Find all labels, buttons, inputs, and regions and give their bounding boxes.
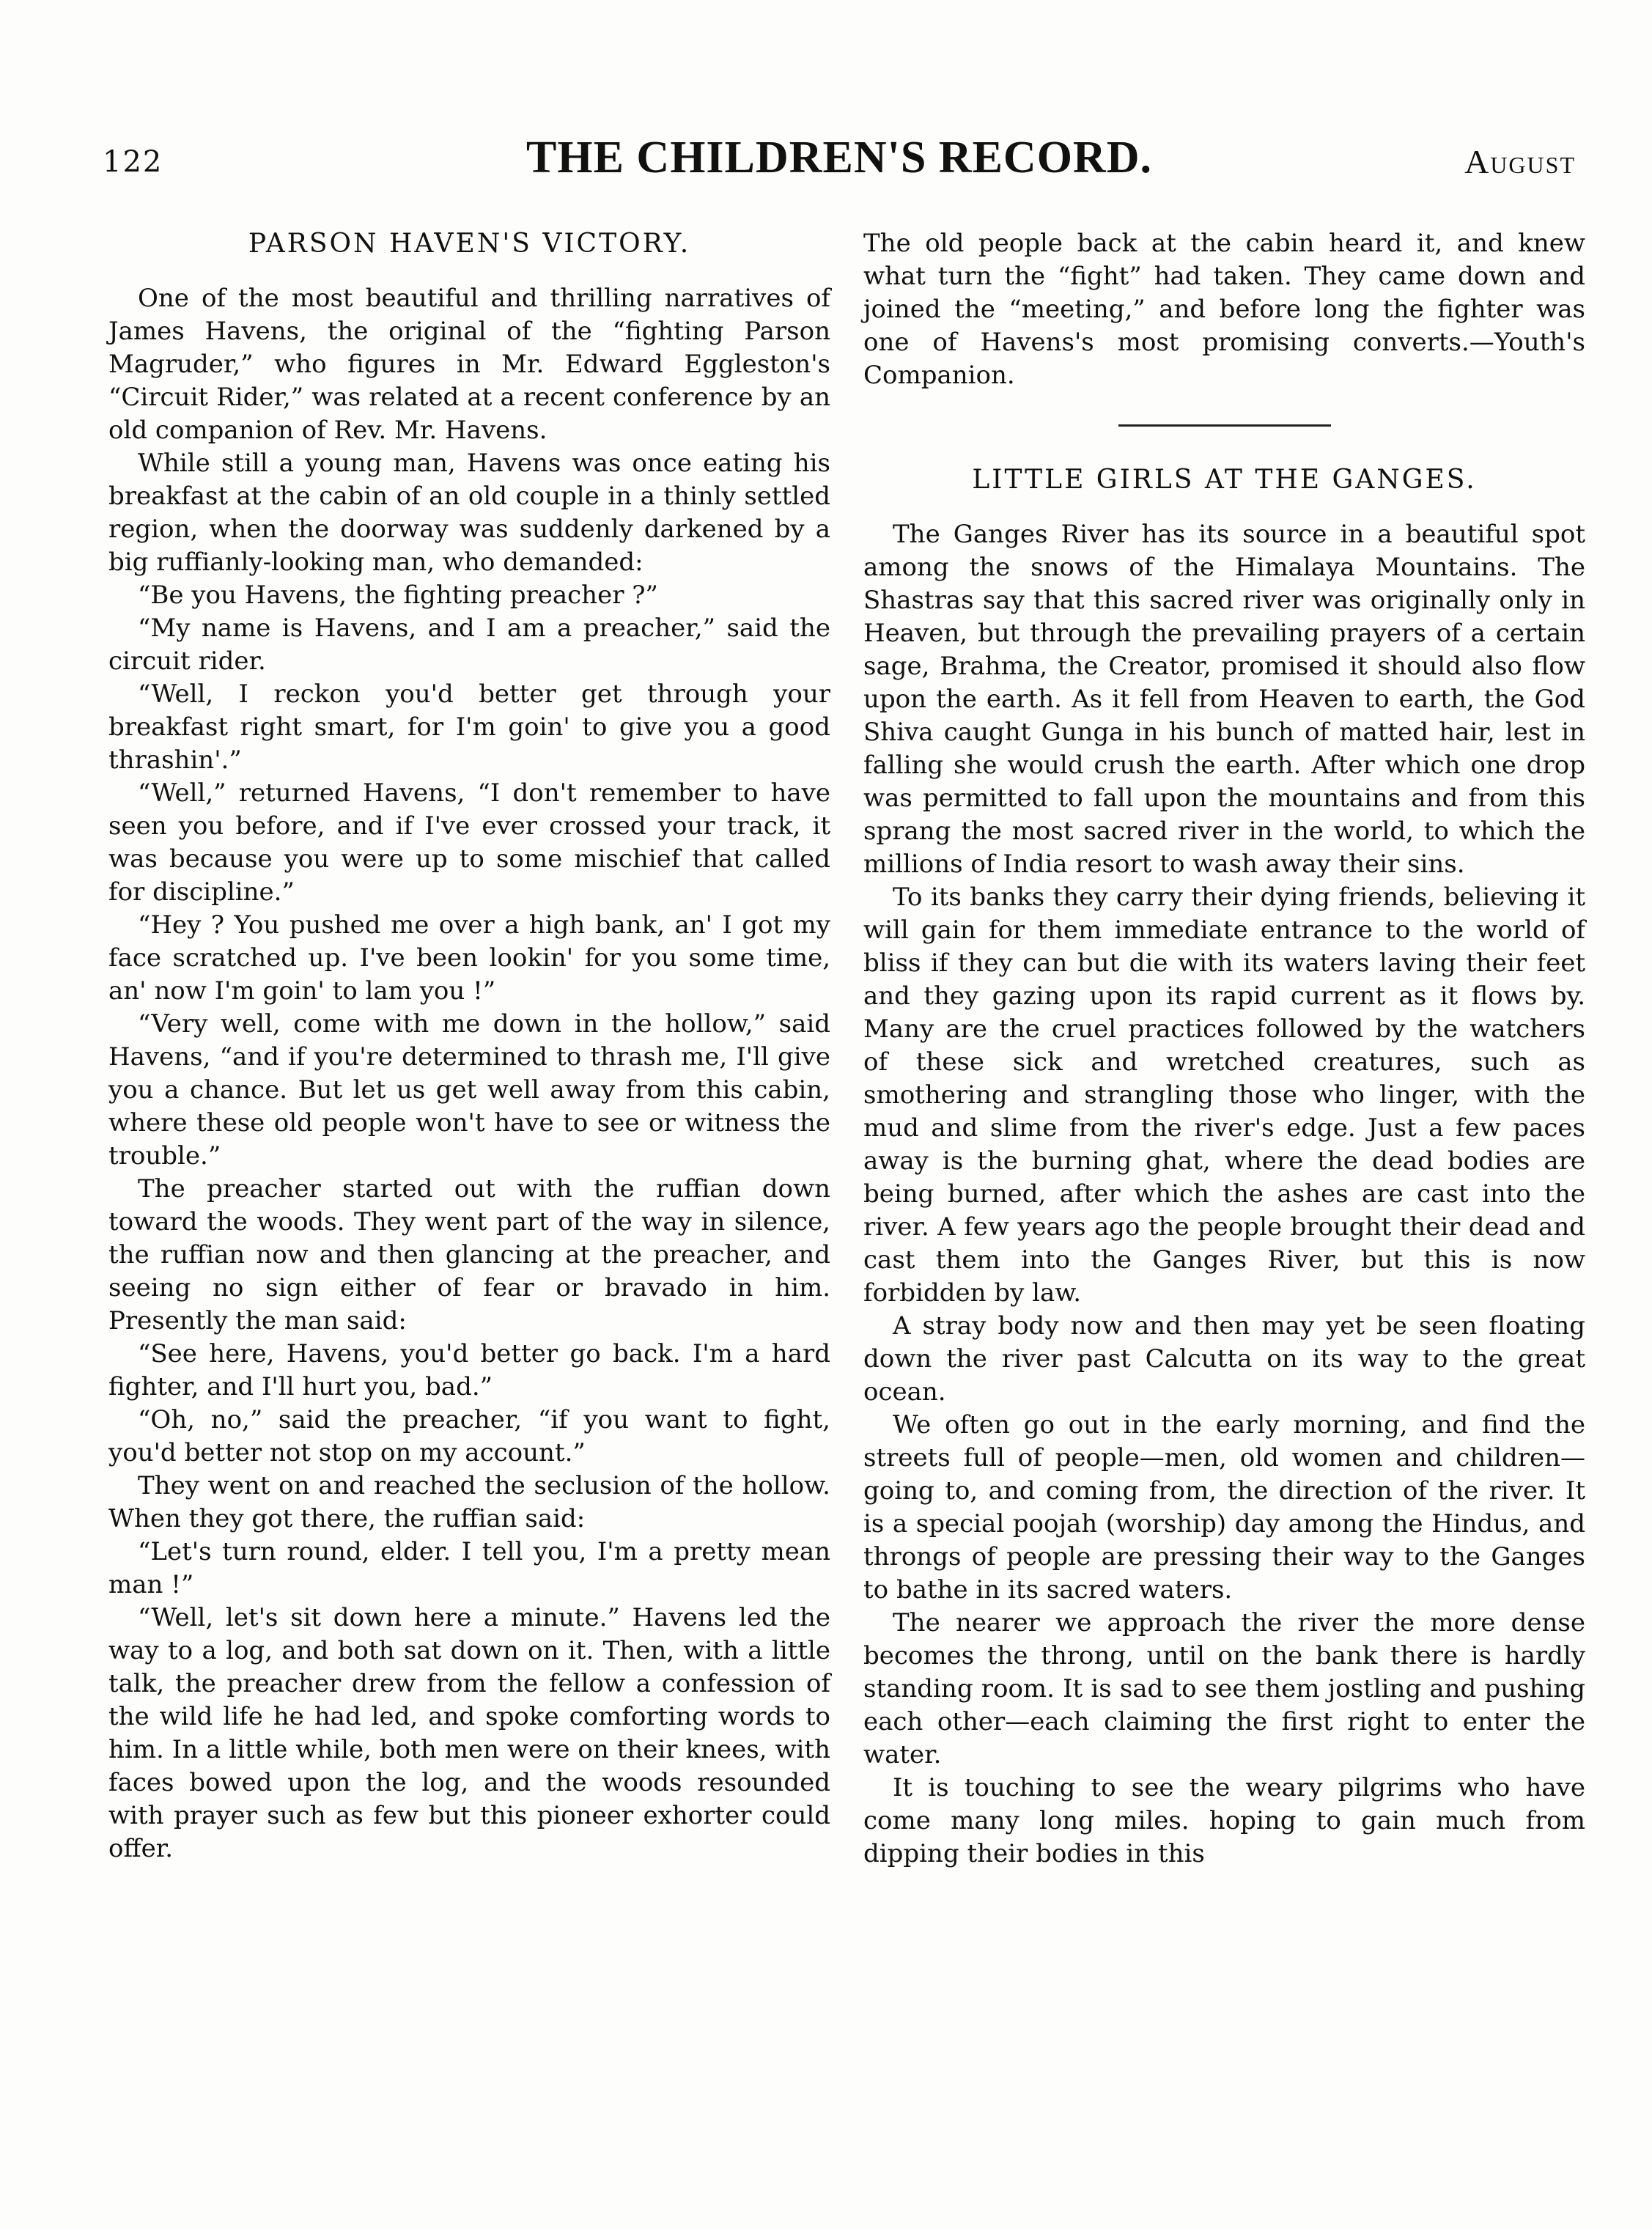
article-paragraph: “Let's turn round, elder. I tell you, I'm a pretty mean man !”: [108, 1537, 830, 1599]
article-paragraph: To its banks they carry their dying friends, believing it will gain for them immediate entrance to the world of bliss if they can but die with its waters laving their feet and they gazing upon its rapid current as it flows by. Many are the cruel practices followed by the watchers of these sick and wretched creatures, such as smothering and strangling those who linger, with the mud and slime from the river's edge. Just a few paces away is the burning ghat, where the dead bodies are being burned, after which the ashes are cast into the river. A few years ago the people brought their dead and cast them into the Ganges River, but this is now forbidden by law.: [863, 883, 1585, 1308]
section-divider: [1118, 424, 1331, 427]
article-title-parson-havens: PARSON HAVEN'S VICTORY.: [248, 229, 691, 259]
article-paragraph: “My name is Havens, and I am a preacher,” said the circuit rider.: [108, 614, 830, 676]
article-paragraph: “Well, I reckon you'd better get through your breakfast right smart, for I'm goin' to give you a good thrashin'.”: [108, 679, 830, 775]
article-title-ganges: LITTLE GIRLS AT THE GANGES.: [972, 465, 1477, 495]
article-paragraph: One of the most beautiful and thrilling narratives of James Havens, the original of the “fighting Parson Magruder,” who figures in Mr. Edward Eggleston's “Circuit Rider,” was related at a recent conference by an old companion of Rev. Mr. Havens.: [108, 284, 830, 445]
article-paragraph: “Hey ? You pushed me over a high bank, an' I got my face scratched up. I've been lookin' for you some time, an' now I'm goin' to lam you !”: [108, 910, 830, 1006]
article-paragraph: We often go out in the early morning, and find the streets full of people—men, old women and children—going to, and coming from, the direction of the river. It is a special poojah (worship) day among the Hindus, and throngs of people are pressing their way to the Ganges to bathe in its sacred waters.: [863, 1410, 1585, 1604]
page-number: 122: [103, 145, 163, 179]
article-paragraph: They went on and reached the seclusion of the hollow. When they got there, the ruffian said:: [108, 1471, 830, 1533]
article-paragraph: “Oh, no,” said the preacher, “if you want to fight, you'd better not stop on my account.”: [108, 1405, 830, 1467]
article-paragraph: “Well, let's sit down here a minute.” Havens led the way to a log, and both sat down on it. Then, with a little talk, the preacher drew from the fellow a confession of the wild life he had led, and spoke comforting words to him. In a little while, both men were on their knees, with faces bowed upon the log, and the woods resounded with prayer such as few but this pioneer exhorter could offer.: [108, 1603, 830, 1863]
left-column: [108, 227, 830, 1865]
journal-title: THE CHILDREN'S RECORD.: [526, 133, 1152, 183]
article-continuation: The old people back at the cabin heard it, and knew what turn the “fight” had taken. They came down and joined the “meeting,” and before long the fighter was one of Havens's most promising converts.—Youth's Companion.: [863, 229, 1585, 390]
article-paragraph: A stray body now and then may yet be seen floating down the river past Calcutta on its way to the great ocean.: [863, 1311, 1585, 1407]
article-paragraph: The preacher started out with the ruffian down toward the woods. They went part of the way in silence, the ruffian now and then glancing at the preacher, and seeing no sign either of fear or bravado in him. Presently the man said:: [108, 1174, 830, 1335]
article-paragraph: The nearer we approach the river the more dense becomes the throng, until on the bank there is hardly standing room. It is sad to see them jostling and pushing each other—each claiming the first right to enter the water.: [863, 1608, 1585, 1769]
article-paragraph: It is touching to see the weary pilgrims who have come many long miles. hoping to gain much from dipping their bodies in this: [863, 1773, 1585, 1868]
right-column: [863, 227, 1585, 1871]
article-paragraph: The Ganges River has its source in a beautiful spot among the snows of the Himalaya Mountains. The Shastras say that this sacred river was originally only in Heaven, but through the prevailing prayers of a certain sage, Brahma, the Creator, promised it should also flow upon the earth. As it fell from Heaven to earth, the God Shiva caught Gunga in his bunch of matted hair, lest in falling she would crush the earth. After which one drop was permitted to fall upon the mountains and from this sprang the most sacred river in the world, to which the millions of India resort to wash away their sins.: [863, 520, 1585, 879]
running-head: [103, 132, 1576, 191]
issue-month: August: [1464, 143, 1576, 180]
article-paragraph: “Very well, come with me down in the hollow,” said Havens, “and if you're determined to thrash me, I'll give you a chance. But let us get well away from this cabin, where these old people won't have to see or witness the trouble.”: [108, 1009, 830, 1171]
article-paragraph: “Well,” returned Havens, “I don't remember to have seen you before, and if I've ever crossed your track, it was because you were up to some mischief that called for discipline.”: [108, 778, 830, 907]
article-paragraph: “See here, Havens, you'd better go back. I'm a hard fighter, and I'll hurt you, bad.”: [108, 1339, 830, 1401]
article-paragraph: “Be you Havens, the fighting preacher ?”: [138, 581, 658, 610]
article-paragraph: While still a young man, Havens was once eating his breakfast at the cabin of an old couple in a thinly settled region, when the doorway was suddenly darkened by a big ruffianly-looking man, who demanded:: [108, 449, 830, 577]
